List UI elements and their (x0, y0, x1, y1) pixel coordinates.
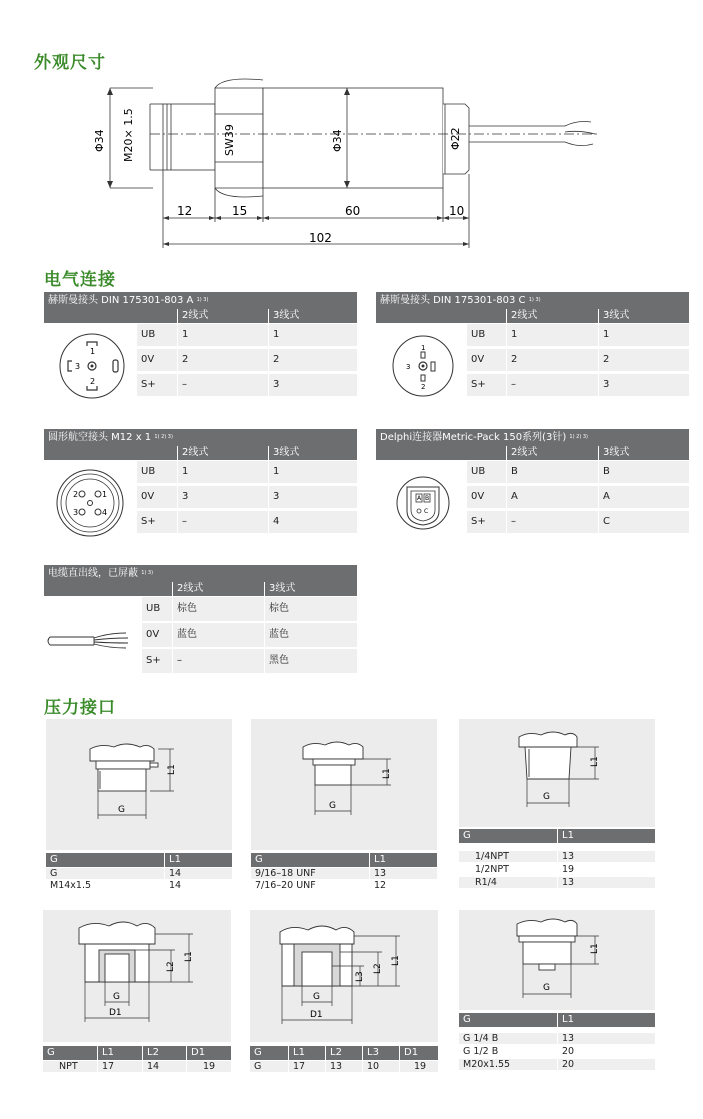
dim-phi34-left: Φ34 (93, 129, 106, 152)
connector-image (376, 324, 466, 407)
port-l1-value: 12 (370, 880, 437, 891)
signal-0v: 0V (137, 349, 177, 371)
port-g-value: 1/4NPT (459, 851, 557, 862)
port-l1-label: L1 (167, 764, 177, 775)
signal-0v: 0V (467, 349, 506, 371)
signal-ub: UB (137, 461, 177, 483)
port-d1-label: D1 (109, 1008, 122, 1018)
cable-icon (44, 597, 141, 682)
signal-s-plus: S+ (137, 374, 177, 396)
connector-note: 1) 2) 3) (154, 434, 173, 440)
value-cell: 1 (269, 324, 357, 346)
port-g-value: G (250, 1061, 288, 1072)
port-l3-value: 10 (363, 1061, 399, 1072)
col-l2: L2 (326, 1046, 362, 1060)
dim-phi34-body: Φ34 (331, 129, 344, 152)
col-g: G (43, 1046, 97, 1060)
connector-image (44, 324, 136, 407)
connector-table-din-c (376, 292, 689, 407)
col-3wire: 3线式 (269, 446, 357, 460)
pin-2-label: 2 (421, 383, 426, 391)
port-table-4 (43, 1046, 231, 1076)
port-l1-value: 17 (289, 1061, 325, 1072)
value-cell: 4 (269, 511, 357, 533)
connector-title: 赫斯曼接头 DIN 175301-803 C (380, 295, 526, 306)
col-g: G (459, 1013, 557, 1027)
col-3wire: 3线式 (599, 309, 689, 323)
port-g-value: G 1/4 B (459, 1033, 557, 1044)
col-l1: L1 (558, 1013, 655, 1027)
value-cell: B (507, 461, 598, 483)
signal-ub: UB (137, 324, 177, 346)
dim-15: 15 (232, 204, 248, 218)
dim-phi22: Φ22 (449, 127, 462, 150)
value-cell: C (599, 511, 689, 533)
port-5-icon (250, 910, 438, 1042)
connector-table-cable (44, 565, 357, 682)
col-3wire: 3线式 (599, 446, 689, 460)
port-g-value: 7/16–20 UNF (251, 880, 369, 891)
port-g-label: G (543, 983, 550, 993)
port-l2-value: 13 (326, 1061, 362, 1072)
port-l2-label: L2 (166, 961, 176, 972)
col-l1: L1 (289, 1046, 325, 1060)
dim-thread: M20× 1.5 (122, 108, 135, 162)
main-dimension-drawing (95, 70, 605, 255)
col-l3: L3 (363, 1046, 399, 1060)
pin-1-label: 1 (102, 490, 108, 499)
value-cell: 3 (599, 374, 689, 396)
port-table-2 (251, 853, 437, 891)
pin-2-label: 2 (90, 377, 96, 386)
connector-title: 电缆直出线，已屏蔽 (48, 568, 138, 579)
dim-102: 102 (309, 231, 332, 245)
value-cell: 1 (178, 324, 268, 346)
port-l2-label: L2 (373, 963, 383, 974)
port-g-label: G (118, 805, 125, 815)
port-drawing-4 (43, 910, 231, 1042)
port-table-3 (459, 829, 655, 891)
value-cell: – (173, 649, 264, 673)
port-l1-label: L1 (382, 768, 392, 779)
port-g-label: G (113, 992, 120, 1002)
value-cell: – (178, 374, 268, 396)
col-3wire: 3线式 (265, 582, 357, 596)
port-drawing-5 (250, 910, 438, 1042)
port-l1-value: 19 (558, 864, 655, 875)
value-cell: 2 (507, 349, 598, 371)
port-l2-value: 14 (143, 1061, 186, 1072)
value-cell: A (599, 486, 689, 508)
port-4-icon (43, 910, 231, 1042)
port-l1-label: L1 (391, 955, 401, 966)
dim-sw39: SW39 (223, 124, 236, 156)
m12-pinout-icon (44, 461, 136, 544)
port-g-label: G (329, 801, 336, 811)
port-l1-value: 13 (370, 868, 437, 879)
signal-ub: UB (142, 597, 172, 621)
connector-title: 圆形航空接头 M12 x 1 (48, 432, 152, 443)
port-g-value: R1/4 (459, 877, 557, 888)
port-l1-label: L1 (590, 756, 600, 767)
port-g-value: M14x1.5 (46, 880, 164, 891)
port-l1-value: 13 (558, 877, 655, 888)
port-3-icon (459, 719, 655, 827)
port-2-icon (251, 719, 437, 850)
col-2wire: 2线式 (178, 446, 268, 460)
delphi-pinout-icon (376, 461, 466, 544)
value-cell: B (599, 461, 689, 483)
col-l2: L2 (143, 1046, 186, 1060)
port-g-label: G (543, 792, 550, 802)
port-table-6 (459, 1013, 655, 1073)
connector-image (44, 461, 136, 544)
col-2wire: 2线式 (507, 309, 598, 323)
connector-title: Delphi连接器Metric-Pack 150系列(3针) (380, 432, 567, 443)
signal-s-plus: S+ (137, 511, 177, 533)
port-l1-value: 20 (558, 1046, 655, 1057)
pin-a-label: A (417, 495, 422, 502)
value-cell: 蓝色 (173, 623, 264, 647)
port-table-1 (46, 853, 232, 891)
port-l1-value: 13 (558, 851, 655, 862)
value-cell: 2 (269, 349, 357, 371)
value-cell: 棕色 (265, 597, 357, 621)
value-cell: – (507, 374, 598, 396)
port-d1-value: 19 (400, 1061, 438, 1072)
col-l1: L1 (98, 1046, 142, 1060)
col-2wire: 2线式 (507, 446, 598, 460)
col-2wire: 2线式 (173, 582, 264, 596)
value-cell: 3 (178, 486, 268, 508)
pin-3-label: 3 (73, 508, 79, 517)
col-l1: L1 (558, 829, 655, 843)
value-cell: – (507, 511, 598, 533)
col-l1: L1 (165, 853, 232, 867)
connector-table-m12 (44, 429, 357, 544)
pin-2-label: 2 (73, 490, 79, 499)
col-g: G (46, 853, 164, 867)
value-cell: A (507, 486, 598, 508)
din-a-pinout-icon (44, 324, 136, 407)
dim-10: 10 (449, 204, 465, 218)
port-drawing-3 (459, 719, 655, 827)
port-g-value: G 1/2 B (459, 1046, 557, 1057)
value-cell: 棕色 (173, 597, 264, 621)
signal-s-plus: S+ (467, 511, 506, 533)
port-g-value: 1/2NPT (459, 864, 557, 875)
section-title-pressure: 压力接口 (44, 698, 116, 718)
din-c-pinout-icon (376, 324, 466, 407)
value-cell: 2 (178, 349, 268, 371)
signal-ub: UB (467, 461, 506, 483)
pin-c-label: C (424, 508, 429, 515)
port-g-value: M20x1.55 (459, 1059, 557, 1070)
pin-4-label: 4 (102, 508, 108, 517)
pin-1-label: 1 (421, 344, 426, 352)
col-l1: L1 (370, 853, 437, 867)
port-drawing-1 (46, 719, 232, 850)
value-cell: 3 (269, 374, 357, 396)
port-l3-label: L3 (355, 971, 365, 982)
connector-note: 1) 3) (528, 297, 541, 303)
col-g: G (459, 829, 557, 843)
value-cell: 2 (599, 349, 689, 371)
signal-0v: 0V (137, 486, 177, 508)
col-g: G (251, 853, 369, 867)
signal-0v: 0V (467, 486, 506, 508)
pin-3-label: 3 (75, 362, 81, 371)
col-d1: D1 (187, 1046, 231, 1060)
section-title-dimensions: 外观尺寸 (34, 53, 106, 73)
value-cell: 1 (599, 324, 689, 346)
port-l1-value: 17 (98, 1061, 142, 1072)
port-l1-value: 14 (165, 868, 232, 879)
value-cell: – (178, 511, 268, 533)
port-table-5 (250, 1046, 438, 1076)
col-g: G (250, 1046, 288, 1060)
port-g-value: 9/16–18 UNF (251, 868, 369, 879)
port-l1-value: 20 (558, 1059, 655, 1070)
col-3wire: 3线式 (269, 309, 357, 323)
connector-note: 1) 3) (141, 570, 154, 576)
connector-table-din-a (44, 292, 357, 407)
port-l1-value: 13 (558, 1033, 655, 1044)
port-g-value: NPT (43, 1061, 97, 1072)
value-cell: 黑色 (265, 649, 357, 673)
connector-image (44, 597, 141, 682)
port-drawing-2 (251, 719, 437, 850)
port-drawing-6 (459, 910, 655, 1010)
port-g-value: G (46, 868, 164, 879)
value-cell: 1 (507, 324, 598, 346)
value-cell: 1 (178, 461, 268, 483)
pin-1-label: 1 (90, 347, 96, 356)
port-l1-label: L1 (184, 951, 194, 962)
section-title-electrical: 电气连接 (44, 270, 116, 290)
value-cell: 1 (269, 461, 357, 483)
connector-image (376, 461, 466, 544)
port-l1-label: L1 (590, 943, 600, 954)
connector-note: 1) 2) 3) (569, 434, 588, 440)
connector-note: 1) 3) (196, 297, 209, 303)
pin-3-label: 3 (406, 363, 411, 371)
port-1-icon (46, 719, 232, 850)
col-2wire: 2线式 (178, 309, 268, 323)
port-6-icon (459, 910, 655, 1010)
dim-12: 12 (177, 204, 193, 218)
signal-s-plus: S+ (142, 649, 172, 673)
signal-ub: UB (467, 324, 506, 346)
pin-b-label: B (425, 495, 430, 502)
col-d1: D1 (400, 1046, 438, 1060)
port-d1-value: 19 (187, 1061, 231, 1072)
dim-60: 60 (345, 204, 361, 218)
connector-title: 赫斯曼接头 DIN 175301-803 A (48, 295, 194, 306)
connector-table-delphi (376, 429, 689, 544)
value-cell: 蓝色 (265, 623, 357, 647)
signal-s-plus: S+ (467, 374, 506, 396)
port-d1-label: D1 (310, 1010, 323, 1020)
port-l1-value: 14 (165, 880, 232, 891)
signal-0v: 0V (142, 623, 172, 647)
port-g-label: G (313, 992, 320, 1002)
value-cell: 3 (269, 486, 357, 508)
